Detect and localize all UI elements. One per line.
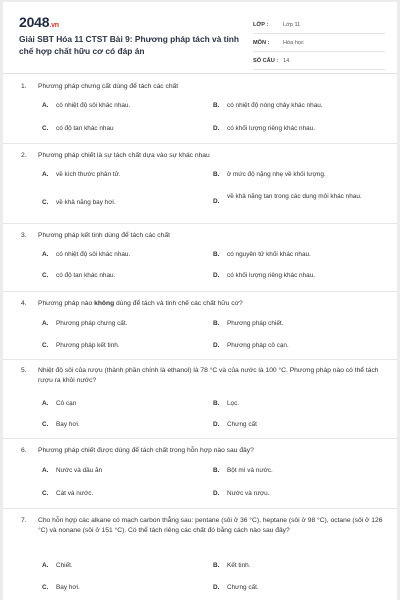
option-letter: C.	[42, 584, 49, 591]
option-letter: D.	[213, 272, 220, 279]
question-text-part: dùng để tách và tinh chế các chất hữu cơ?	[114, 300, 243, 307]
option-text: Bột mì và nước.	[227, 467, 273, 474]
question-number: 2.	[21, 152, 27, 159]
option-d[interactable]	[213, 341, 377, 351]
header-divider	[3, 73, 397, 74]
option-letter: B.	[213, 171, 220, 178]
option-text: có độ tan khác nhau	[56, 125, 114, 132]
question-text: Nhiệt độ sôi của rượu (thành phần chính là ethanol) là 78 °C và của nước là 100 °C. Phương pháp nào có thể tách rượu ra khỏi nước?	[38, 367, 379, 384]
option-letter: A.	[42, 251, 49, 258]
question-text: Phương pháp chiết được dùng để tách chất trong hỗn hợp nào sau đây?	[38, 447, 254, 454]
question-stem	[21, 299, 389, 309]
site-logo[interactable]	[19, 14, 59, 30]
question-text: Phương pháp chưng cất dùng để tách các chất	[38, 83, 179, 90]
meta-socau-value: 14	[283, 57, 290, 64]
meta-row-socau	[253, 52, 385, 70]
meta-row-lop	[253, 16, 385, 34]
question-divider	[3, 438, 397, 439]
option-c[interactable]	[42, 124, 206, 134]
page-title: Giải SBT Hóa 11 CTST Bài 9: Phương pháp tách và tinh chế hợp chất hữu cơ có đáp án	[19, 34, 240, 56]
question-stem	[21, 446, 389, 456]
option-letter: A.	[42, 171, 49, 178]
option-text: về kích thước phân tử.	[56, 171, 121, 178]
question-text: Phương pháp chiết là sự tách chất dựa vào sự khác nhau	[38, 152, 210, 159]
option-d[interactable]	[213, 124, 377, 134]
option-letter: D.	[213, 342, 220, 349]
option-text: Cát và nước.	[56, 490, 94, 497]
option-b[interactable]	[213, 319, 377, 329]
meta-socau-label: SỐ CÂU :	[253, 57, 279, 64]
question-divider	[3, 223, 397, 224]
option-b[interactable]	[213, 101, 377, 111]
question-divider	[3, 508, 397, 509]
option-b[interactable]	[213, 561, 377, 571]
question-number: 7.	[21, 517, 27, 524]
meta-lop-label: LỚP :	[253, 21, 269, 28]
option-text: Kết tinh.	[227, 562, 251, 569]
document-page	[3, 2, 397, 600]
option-text: ở mức độ nặng nhẹ về khối lượng.	[227, 171, 326, 178]
option-a[interactable]	[42, 170, 206, 180]
option-text: có nhiệt độ nóng chảy khác nhau.	[227, 102, 323, 109]
option-text: có khối lượng riêng khác nhau.	[227, 125, 316, 132]
option-d[interactable]	[213, 192, 387, 207]
option-text: Phương pháp chưng cất.	[56, 320, 128, 327]
option-text: có nhiệt độ sôi khác nhau.	[56, 102, 131, 109]
option-letter: C.	[42, 421, 49, 428]
option-text: Lọc.	[227, 400, 240, 407]
question-text: Phương pháp kết tinh dùng để tách các chất	[38, 232, 170, 239]
page-header	[3, 2, 397, 72]
question-stem	[21, 366, 389, 384]
option-letter: C.	[42, 125, 49, 132]
option-a[interactable]	[42, 101, 206, 111]
option-letter: C.	[42, 490, 49, 497]
option-d[interactable]	[213, 271, 377, 281]
option-d[interactable]	[213, 489, 377, 499]
option-letter: B.	[213, 467, 220, 474]
question-stem	[21, 82, 389, 92]
question-stem	[21, 231, 389, 241]
option-letter: C.	[42, 342, 49, 349]
option-letter: A.	[42, 562, 49, 569]
option-c[interactable]	[42, 489, 206, 499]
question-text-emphasis: không	[94, 300, 115, 307]
option-letter: B.	[213, 102, 220, 109]
meta-mon-value: Hóa học	[283, 39, 304, 46]
meta-panel	[253, 16, 385, 70]
meta-lop-value: Lớp 11	[283, 21, 301, 28]
option-c[interactable]	[42, 341, 206, 351]
option-text: Nước và dầu ăn	[56, 467, 103, 474]
option-letter: B.	[213, 562, 220, 569]
meta-mon-label: MÔN :	[253, 39, 270, 46]
question-stem	[21, 151, 389, 161]
question-divider	[3, 291, 397, 292]
option-letter: B.	[213, 251, 220, 258]
option-letter: C.	[42, 199, 49, 206]
option-text: có nguyên tử khối khác nhau.	[227, 251, 311, 258]
option-text: Chiết.	[56, 562, 73, 569]
question-number: 5.	[21, 367, 27, 374]
option-letter: B.	[213, 400, 220, 407]
option-a[interactable]	[42, 466, 206, 476]
question-stem	[21, 516, 389, 534]
option-d[interactable]	[213, 583, 377, 593]
option-a[interactable]	[42, 250, 206, 260]
question-text-part: Phương pháp nào	[38, 300, 95, 307]
option-text: Nước và rượu.	[227, 490, 270, 497]
option-a[interactable]	[42, 561, 206, 571]
option-text: Phương pháp chiết.	[227, 320, 284, 327]
option-d[interactable]	[213, 420, 377, 430]
option-b[interactable]	[213, 170, 377, 180]
option-letter: D.	[213, 490, 220, 497]
option-c[interactable]	[42, 583, 206, 593]
option-text: Chưng cất	[227, 421, 257, 428]
option-letter: D.	[213, 421, 220, 428]
option-letter: D.	[213, 198, 220, 205]
logo-suffix: .vn	[49, 22, 59, 29]
logo-main: 2048	[19, 14, 50, 30]
option-text: Phương pháp cô cạn.	[227, 342, 289, 349]
question-number: 4.	[21, 300, 27, 307]
option-text: Bay hơi.	[56, 421, 80, 428]
option-text: về khả năng tan trong các dung môi khác nhau.	[227, 193, 362, 200]
option-letter: C.	[42, 272, 49, 279]
question-number: 1.	[21, 83, 27, 90]
option-text: Chưng cất.	[227, 584, 259, 591]
question-divider	[3, 143, 397, 144]
option-a[interactable]	[42, 399, 206, 409]
option-letter: D.	[213, 125, 220, 132]
question-number: 3.	[21, 232, 27, 239]
option-text: Phương pháp kết tinh.	[56, 342, 120, 349]
option-b[interactable]	[213, 466, 377, 476]
option-letter: A.	[42, 102, 49, 109]
meta-row-mon	[253, 34, 385, 52]
option-text: có nhiệt độ sôi khác nhau.	[56, 251, 131, 258]
option-letter: A.	[42, 320, 49, 327]
option-text: có độ tan khác nhau.	[56, 272, 116, 279]
option-c[interactable]	[42, 198, 206, 208]
option-text: Cô cạn	[56, 400, 77, 407]
option-c[interactable]	[42, 271, 206, 281]
option-b[interactable]	[213, 399, 377, 409]
question-number: 6.	[21, 447, 27, 454]
option-b[interactable]	[213, 250, 377, 260]
option-letter: A.	[42, 467, 49, 474]
option-a[interactable]	[42, 319, 206, 329]
question-text	[38, 299, 389, 309]
option-text: về khả năng bay hơi.	[56, 199, 116, 206]
option-c[interactable]	[42, 420, 206, 430]
option-letter: B.	[213, 320, 220, 327]
option-letter: D.	[213, 584, 220, 591]
option-text: có khối lượng riêng khác nhau.	[227, 272, 316, 279]
option-text: Bay hơi.	[56, 584, 80, 591]
option-letter: A.	[42, 400, 49, 407]
question-divider	[3, 359, 397, 360]
question-text: Cho hỗn hợp các alkane có mạch carbon thẳng sau: pentane (sôi ở 36 °C), heptane (sôi ở 98 °C), octane (sôi ở 126 °C) và nonane (sôi ở 151 °C). Có thể tách riêng các chất đó bằng cách nào sau đây?	[38, 517, 383, 534]
